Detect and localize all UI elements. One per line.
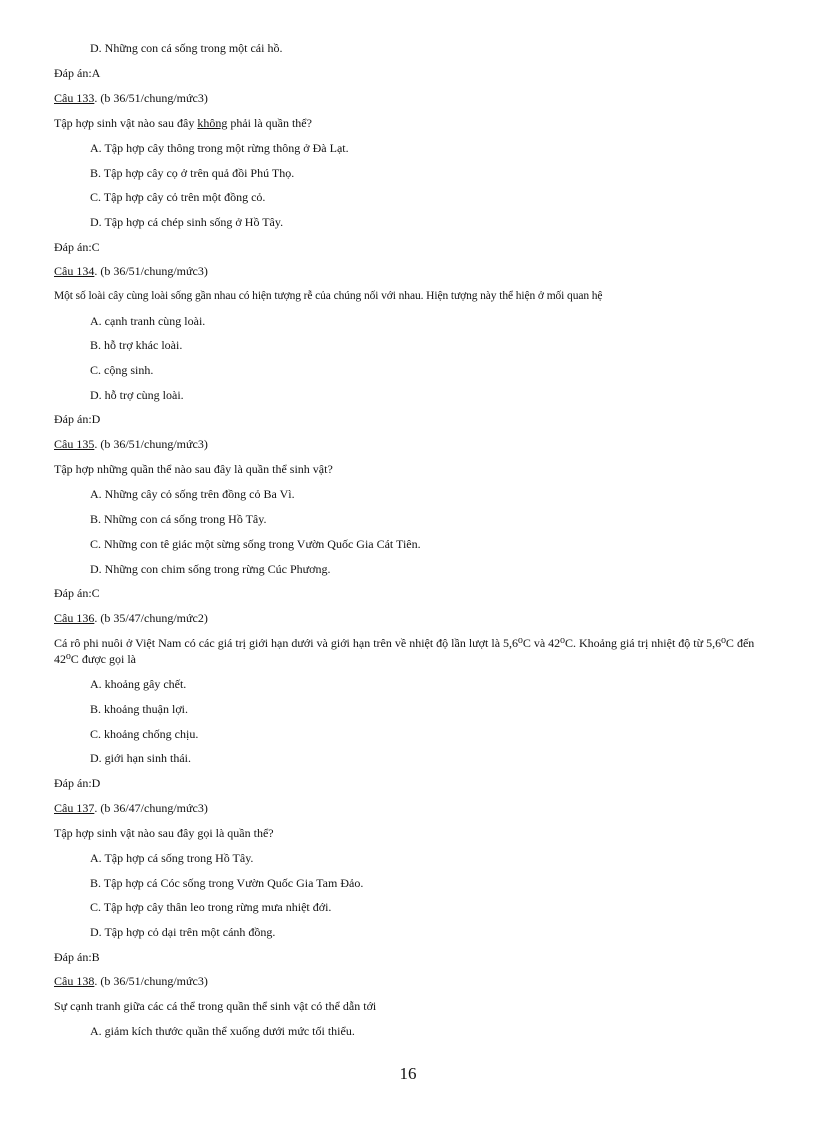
question-header [54, 263, 208, 279]
question-stem: Tập hợp sinh vật nào sau đây không phải là quần thể? [54, 116, 312, 130]
question-header [54, 436, 208, 452]
page-number: 16 [399, 1064, 417, 1083]
question-header [54, 973, 208, 989]
question-number: Câu 137 [54, 801, 95, 815]
option-d: D. Những con cá sống trong một cái hồ. [90, 41, 283, 55]
answer-line: Đáp án:B [54, 950, 100, 964]
option-d: D. Những con chim sống trong rừng Cúc Phương. [90, 562, 331, 576]
option-b: B. Tập hợp cá Cóc sống trong Vườn Quốc Gia Tam Đảo. [90, 876, 364, 890]
option-a: A. Tập hợp cá sống trong Hồ Tây. [90, 851, 254, 865]
question-header [54, 800, 208, 816]
question-stem: Một số loài cây cùng loài sống gần nhau có hiện tượng rễ của chúng nối với nhau. Hiện tượng này thể hiện ở mối quan hệ [54, 290, 603, 302]
option-c: C. cộng sinh. [90, 363, 154, 377]
answer-line: Đáp án:D [54, 412, 101, 426]
option-a: A. cạnh tranh cùng loài. [90, 314, 206, 328]
option-a: A. Những cây cỏ sống trên đồng cỏ Ba Vì. [90, 487, 295, 501]
question-number: Câu 134 [54, 264, 95, 278]
option-d: D. hỗ trợ cùng loài. [90, 388, 184, 402]
option-b: B. Tập hợp cây cọ ở trên quả đồi Phú Thọ. [90, 166, 295, 180]
question-stem: Cá rô phi nuôi ở Việt Nam có các giá trị giới hạn dưới và giới hạn trên về nhiệt độ lần lượt là 5,6⁰C và 42⁰C. Khoảng giá trị nhiệt độ từ 5,6⁰C đến 42⁰C được gọi là [54, 636, 755, 666]
question-header [54, 610, 208, 626]
answer-line: Đáp án:C [54, 586, 100, 600]
option-d: D. Tập hợp cỏ dại trên một cánh đồng. [90, 925, 276, 939]
answer-line: Đáp án:D [54, 776, 101, 790]
question-header [54, 90, 208, 106]
question-stem: Tập hợp sinh vật nào sau đây gọi là quần thể? [54, 826, 274, 840]
question-number: Câu 138 [54, 974, 95, 988]
option-a: A. giảm kích thước quần thể xuống dưới mức tối thiểu. [90, 1024, 355, 1038]
option-c: C. Những con tê giác một sừng sống trong Vườn Quốc Gia Cát Tiên. [90, 537, 421, 551]
option-a: A. khoảng gây chết. [90, 677, 187, 691]
option-a: A. Tập hợp cây thông trong một rừng thông ở Đà Lạt. [90, 141, 349, 155]
option-c: C. Tập hợp cây thân leo trong rừng mưa nhiệt đới. [90, 900, 332, 914]
question-source: . (b 36/51/chung/mức3) [94, 437, 208, 451]
question-source: . (b 36/51/chung/mức3) [94, 91, 208, 105]
question-source: . (b 36/51/chung/mức3) [94, 974, 208, 988]
question-source: . (b 36/47/chung/mức3) [94, 801, 208, 815]
option-d: D. Tập hợp cá chép sinh sống ở Hồ Tây. [90, 215, 284, 229]
question-number: Câu 135 [54, 437, 95, 451]
question-source: . (b 35/47/chung/mức2) [94, 611, 208, 625]
question-number: Câu 136 [54, 611, 95, 625]
question-stem: Sự cạnh tranh giữa các cá thể trong quần thể sinh vật có thể dẫn tới [54, 999, 377, 1013]
option-b: B. hỗ trợ khác loài. [90, 338, 183, 352]
answer-line: Đáp án:C [54, 240, 100, 254]
emphasis-word: không [197, 116, 228, 130]
answer-line: Đáp án:A [54, 66, 101, 80]
option-c: C. khoảng chống chịu. [90, 727, 199, 741]
option-b: B. khoảng thuận lợi. [90, 702, 189, 716]
option-b: B. Những con cá sống trong Hồ Tây. [90, 512, 267, 526]
question-number: Câu 133 [54, 91, 95, 105]
option-c: C. Tập hợp cây cỏ trên một đồng cỏ. [90, 190, 266, 204]
question-source: . (b 36/51/chung/mức3) [94, 264, 208, 278]
question-stem: Tập hợp những quần thể nào sau đây là quần thể sinh vật? [54, 462, 333, 476]
option-d: D. giới hạn sinh thái. [90, 751, 192, 765]
